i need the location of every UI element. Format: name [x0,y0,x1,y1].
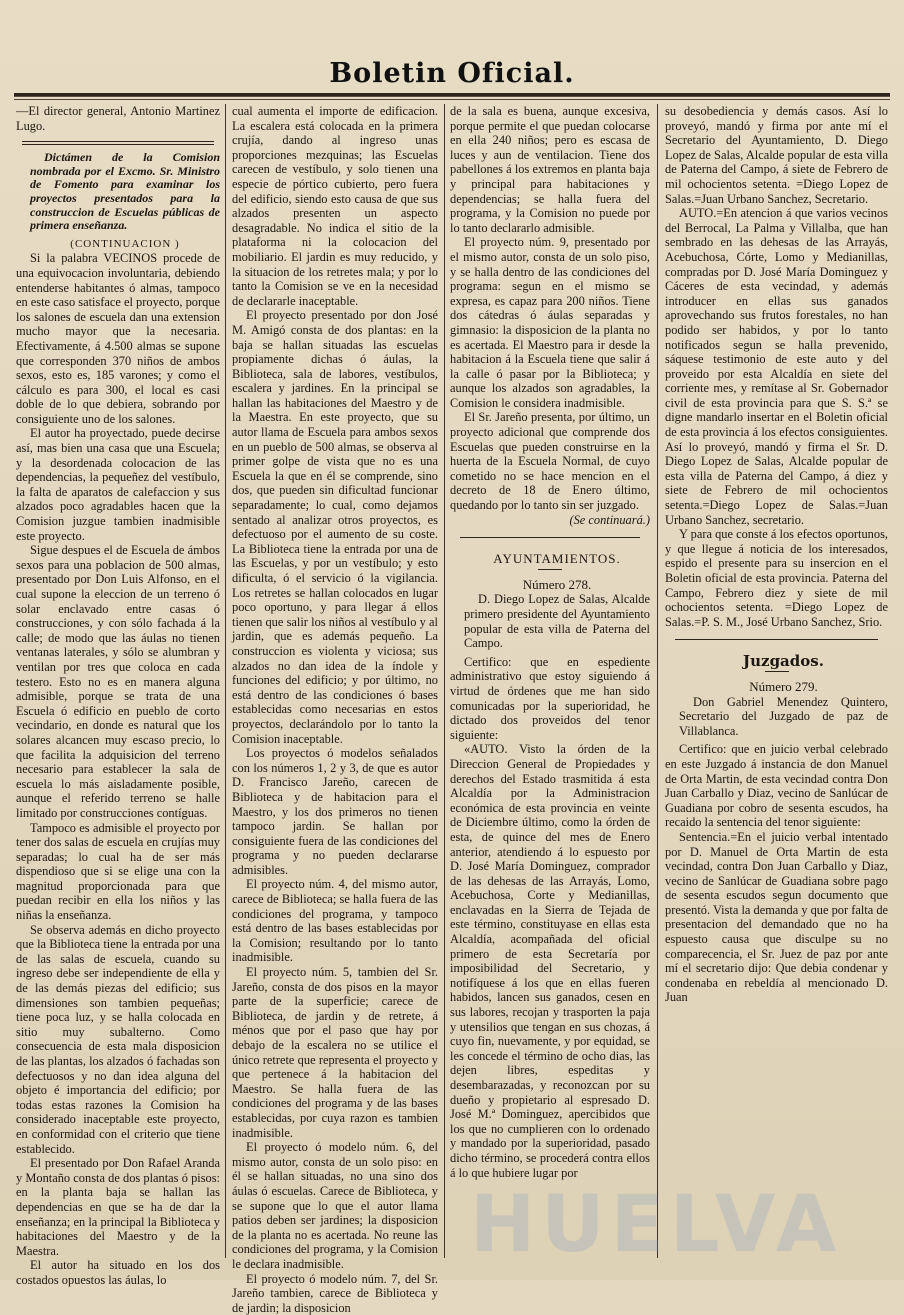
paragraph: El proyecto ó modelo núm. 7, del Sr. Jareño tambien, carece de Biblioteca y de jardin; la disposicion [232,1272,438,1315]
paragraph: El proyecto presentado por don José M. Amigó consta de dos plantas: en la baja se hallan situadas las escuelas propiamente dichas ó áulas, la Biblioteca, sala de labores, vestíbulos, escalera y jardines. En la principal se hallan las habitaciones del Maestro y de la Maestra. En este proyecto, que su autor llama de Escuela para ambos sexos en un pueblo de 500 almas, se observa al primer golpe de vista que no es una Escuela la que en él se comprende, sino dos, que pueden sin dificultad funcionar separadamente; lo cual, como dejamos sentado al analizar otros proyectos, es defectuoso por el aumento de su coste. La Biblioteca tiene la entrada por una de las Escuelas, y por un vestíbulo; y esto dificulta, ó el servicio ó la vigilancia. Los retretes se hallan colocados en lugar poco oportuno, y para llegar á ellos tienen que salir los niños al vestíbulo y al jardin, que es además pequeño. La construccion es violenta y viciosa; sus alzados no dan idea de la índole y funciones del edificio; y por último, no está dentro de las condiciones ó bases establecidas como necesarias en estos proyectos, declarándolo por lo tanto la Comision inaceptable. [232,308,438,746]
paragraph: «AUTO. Visto la órden de la Direccion General de Propiedades y derechos del Estado trasmitida á esta Alcaldía por la Administracion económica de esta provincia en veinte de Diciembre último, como la órden de esta, de quince del mes de Enero anterior, atendiendo á lo espuesto por D. José María Dominguez, comprador de las dehesas de las Arrayás, Lomo, Acebuchosa, Corte y Medianillas, enclavadas en la Sierra de Tejada de este término, constituyase en ellas esta Alcaldía, acompañada del oficial primero de esta Secretaría por imposibilidad del Secretario, y notifíquese á los que en ellas fueren habidos, lancen sus ganados, cesen en sus labores, recojan y trasporten la paja y utensilios que tengan en sus chozas, á cuyo fin, nuevamente, y por equidad, se les concede el término de ocho dias, las dejen libres, espeditas y desembarazadas, y reconozcan por su dueño y propietario al espresado D. José M.ª Dominguez, apercibidos que los que no cumplieren con lo ordenado y mandado por la superioridad, pasado dicho término, se procederá contra ellos á lo que hubiere lugar por [450,742,650,1180]
column-divider-2 [444,104,445,1258]
column-1 [16,104,220,1260]
paragraph: Certifico: que en juicio verbal celebrado en este Juzgado á instancia de don Manuel de Orta Martin, de esta vecindad contra Don Juan Carballo y Diaz, vecino de Sanlúcar de Guadiana por cobro de sesenta escudos, ha recaido la sentencia del tenor siguiente: [665,742,888,830]
paragraph: AUTO.=En atencion á que varios vecinos del Berrocal, La Palma y Villalba, que han sembrado en las dehesas de las Arrayás, Acebuchosa, Córte, Lomo y Medianillas, compradas por D. José María Dominguez y Cáceres de esta vecindad, y además introducer en ellas sus ganados aprovechando sus frutos forestales, no han podido ser habidos, y por lo tanto notificados segun se halla prevenido, sáquese testimonio de este auto y del proveido por esta Alcaldía en siete del corriente mes, y remítase al Sr. Gobernador civil de esta provincia para que S. S.ª se digne mandarlo insertar en el Boletin oficial de esta provincia á los efectos consiguientes. Así lo proveyó, mandó y firma el Sr. D. Diego Lopez de Salas, Alcalde popular de esta villa de Paterna del Campo, á diez y siete de Febrero de mil ochocientos setenta.=Diego Lopez de Salas.=Juan Urbano Sanchez, secretario. [665,206,888,527]
library-watermark: HUELVA [470,1180,890,1260]
heading-rule [765,671,789,672]
notice-heading: Don Gabriel Menendez Quintero, Secretario del Juzgado de paz de Villablanca. [665,695,888,739]
paragraph: El proyecto núm. 9, presentado por el mismo autor, consta de un solo piso, y se halla dentro de las condiciones del programa: segun en el mismo se expresa, es capaz para 200 niños. Tiene dos cátedras ó áulas separadas y gimnasio: la disposicion de la planta no es acertada. El Maestro para ir desde la habitacion á la Escuela tiene que salir á la calle ó pasar por la Biblioteca; y aunque los alzados son agradables, la Comision le considera inadmisible. [450,235,650,410]
paragraph: Certifico: que en espediente administrativo que estoy siguiendo á virtud de órdenes que me han sido comunicadas por la superioridad, he dictado dos proveidos del tenor siguiente: [450,655,650,743]
column-3 [450,104,650,1260]
paragraph: Si la palabra VECINOS procede de una equivocacion involuntaria, debiendo entenderse habitantes ó almas, tampoco en este caso satisface el proyecto, porque los salones de escuela dan una extension mucho mayor que la necesaria. Efectivamente, á 4.500 almas se supone que corresponden 370 niños de ambos sexos, esto es, 185 varones; y como el cálculo es para 300, el local es casi doble de lo que debiera, sobrando por consiguiente uno de los salones. [16,251,220,426]
paragraph: El proyecto núm. 5, tambien del Sr. Jareño, consta de dos pisos en la mayor parte de la superficie; carece de Biblioteca, de jardin y de retrete, á ménos que por el paso que hay por debajo de la escalera no se utilice el único retrete que representa el proyecto y que pertenece á la habitacion del Maestro. Se halla fuera de las condiciones del programa y de las bases establecidas, por cuya razon es tambien inadmisible. [232,965,438,1140]
paragraph: su desobediencia y demás casos. Así lo proveyó, mandó y firma por ante mí el Secretario del Ayuntamiento, D. Diego Lopez de Salas, Alcalde popular de esta villa de Paterna del Campo, á siete de Febrero de mil ochocientos setenta. =Diego Lopez de Salas.=Juan Urbano Sanchez, Secretario. [665,104,888,206]
paragraph: El presentado por Don Rafael Aranda y Montaño consta de dos plantas ó pisos: en la planta baja se hallan las dependencias en que se ha de dar la enseñanza; en la principal la Biblioteca y habitaciones del Maestro y de la Maestra. [16,1156,220,1258]
paragraph: Los proyectos ó modelos señalados con los números 1, 2 y 3, de que es autor D. Francisco Jareño, carecen de Biblioteca y de habitacion para el Maestro, y los dos primeros no tienen tampoco jardin. Se hallan por consiguiente fuera de las condiciones del programa y no pueden declararse admisibles. [232,746,438,877]
continuation-label: (CONTINUACION ) [16,237,220,252]
paragraph: Tampoco es admisible el proyecto por tener dos salas de escuela en crujías muy separadas; lo cual ha de ser más dispendioso que si se elige una con la magnitud proporcionada para que puedan recibir en ella los niños y las niñas la enseñanza. [16,821,220,923]
paragraph: Sigue despues el de Escuela de ámbos sexos para una poblacion de 500 almas, presentado por Don Luis Alfonso, en el cual supone la eleccion de un terreno ó solar enclavado entre casas ó construcciones, y con sólo fachada á la calle; de modo que las áulas no tienen ventanas laterales, y sólo se alumbran y ventilan por tres que coloca en cada testero. Esto no es en manera alguna admisible, porque se trata de una Escuela ó edificio en pueblo de corto vecindario, en donde es natural que los solares alcancen muy escaso precio, lo que facilita la adquisicion del terreno necesario para establecer la sala de escuela lo más aisladamente posible, aunque el referido terreno se halle limitado por construcciones contíguas. [16,543,220,820]
section-divider [675,639,878,640]
masthead-title: Boletin Oficial. [0,58,904,89]
paragraph: El autor ha situado en los dos costados opuestos las áulas, lo [16,1258,220,1287]
notice-number: Número 279. [665,680,888,695]
paragraph: El proyecto núm. 4, del mismo autor, carece de Biblioteca; se halla fuera de las condiciones del programa, y tampoco está dentro de las bases establecidas por la Comision; resultando por lo tanto inadmisible. [232,877,438,965]
notice-heading: D. Diego Lopez de Salas, Alcalde primero presidente del Ayuntamiento popular de esta villa de Paterna del Campo. [450,592,650,650]
paragraph: Sentencia.=En el juicio verbal intentado por D. Manuel de Orta Martin de esta vecindad, contra Don Juan Carballo y Diaz, vecino de Sanlúcar de Guadiana sobre pago de sesenta escudos segun documento que presentó. Vista la demanda y que por falta de presentacion del demandado que no ha espuesto causa que disculpe su no comparecencia, el Sr. Juez de paz por ante mí el secretario dijo: Que debia condenar y condenaba en rebeldía al mencionado D. Juan [665,830,888,1005]
article-title: Dictámen de la Comision nombrada por el Excmo. Sr. Ministro de Fomento para examinar los proyectos presentados para la construccion de Escuelas públicas de primera enseñanza. [16,151,220,233]
director-signature: —El director general, Antonio Martinez Lugo. [16,104,220,133]
paragraph: El proyecto ó modelo núm. 6, del mismo autor, consta de un solo piso: en él se hallan situadas, no una sino dos áulas ó escuelas. Carece de Biblioteca, y se supone que lo que el autor llama patios deben ser jardines; la disposicion de la planta no es acertada. No reune las condiciones del programa, y la Comision le declara inadmisible. [232,1140,438,1271]
heading-rule [538,569,562,570]
column-divider-1 [225,104,226,1258]
paragraph: cual aumenta el importe de edificacion. La escalera está colocada en la primera crujía, dando al ingreso unas proporciones mezquinas; las Escuelas carecen de vestíbulo, y solo tienen una especie de pórtico cubierto, pero fuera del edificio, siendo esto causa de que sus alzados presenten un aspecto desagradable. No indica el sitio de la plataforma ni la colocacion del mobiliario. El jardin es muy reducido, y la situacion de los retretes mala; y por lo tanto la Comision se ve en la necesidad de declararle inaceptable. [232,104,438,308]
column-2 [232,104,438,1260]
column-divider-3 [657,104,658,1258]
paragraph: Y para que conste á los efectos oportunos, y que llegue á noticia de los interesados, espido el presente para su insercion en el Boletin oficial de esta provincia. Paterna del Campo, Febrero diez y siete de mil ochocientos setenta. =Diego Lopez de Salas.=P. S. M., José Urbano Sanchez, Srio. [665,527,888,629]
section-heading-ayuntamientos: AYUNTAMIENTOS. [450,552,650,567]
section-heading-juzgados: Juzgados. [665,654,888,669]
column-4 [665,104,888,1260]
section-divider [460,537,640,538]
paragraph: de la sala es buena, aunque excesiva, porque permite el que puedan colocarse en ella 240 niños; pero es escasa de luces y aun de ventilacion. Tiene dos pabellones á los extremos en planta baja y principal para habitaciones y dependencias; se halla fuera del programa, y la Comision no puede por lo tanto declararlo admisible. [450,104,650,235]
paragraph: El Sr. Jareño presenta, por último, un proyecto adicional que comprende dos Escuelas que pueden construirse en la huerta de la Escuela Normal, de cuyo cometido no se hace mencion en el decreto de 18 de Enero último, quedando por lo tanto sin ser juzgado. [450,410,650,512]
masthead-rule-thin [14,99,890,100]
paragraph: El autor ha proyectado, puede decirse así, mas bien una casa que una Escuela; y la desordenada colocacion de las dependencias, la pequeñez del vestíbulo, la falta de aparatos de calefaccion y sus alzados poco agradables hacen que la Comision juzgue tambien inadmisible este proyecto. [16,426,220,543]
notice-number: Número 278. [450,578,650,593]
continuation-note: (Se continuará.) [450,513,650,528]
section-divider [22,141,214,145]
masthead-rule [14,93,890,97]
paragraph: Se observa además en dicho proyecto que la Biblioteca tiene la entrada por una de las salas de escuela, cuando su ingreso debe ser independiente de ella y de las demás piezas del edificio; sus dimensiones son tambien pequeñas; tiene poca luz, y se halla colocada en sitio muy subalterno. Como consecuencia de esta mala disposicion de las plantas, los alzados ó fachadas son defectuosos y no dan idea alguna del objeto é importancia del edificio; por todas estas razones la Comision ha considerado inaceptable este proyecto, en conformidad con el criterio que tiene establecido. [16,923,220,1157]
